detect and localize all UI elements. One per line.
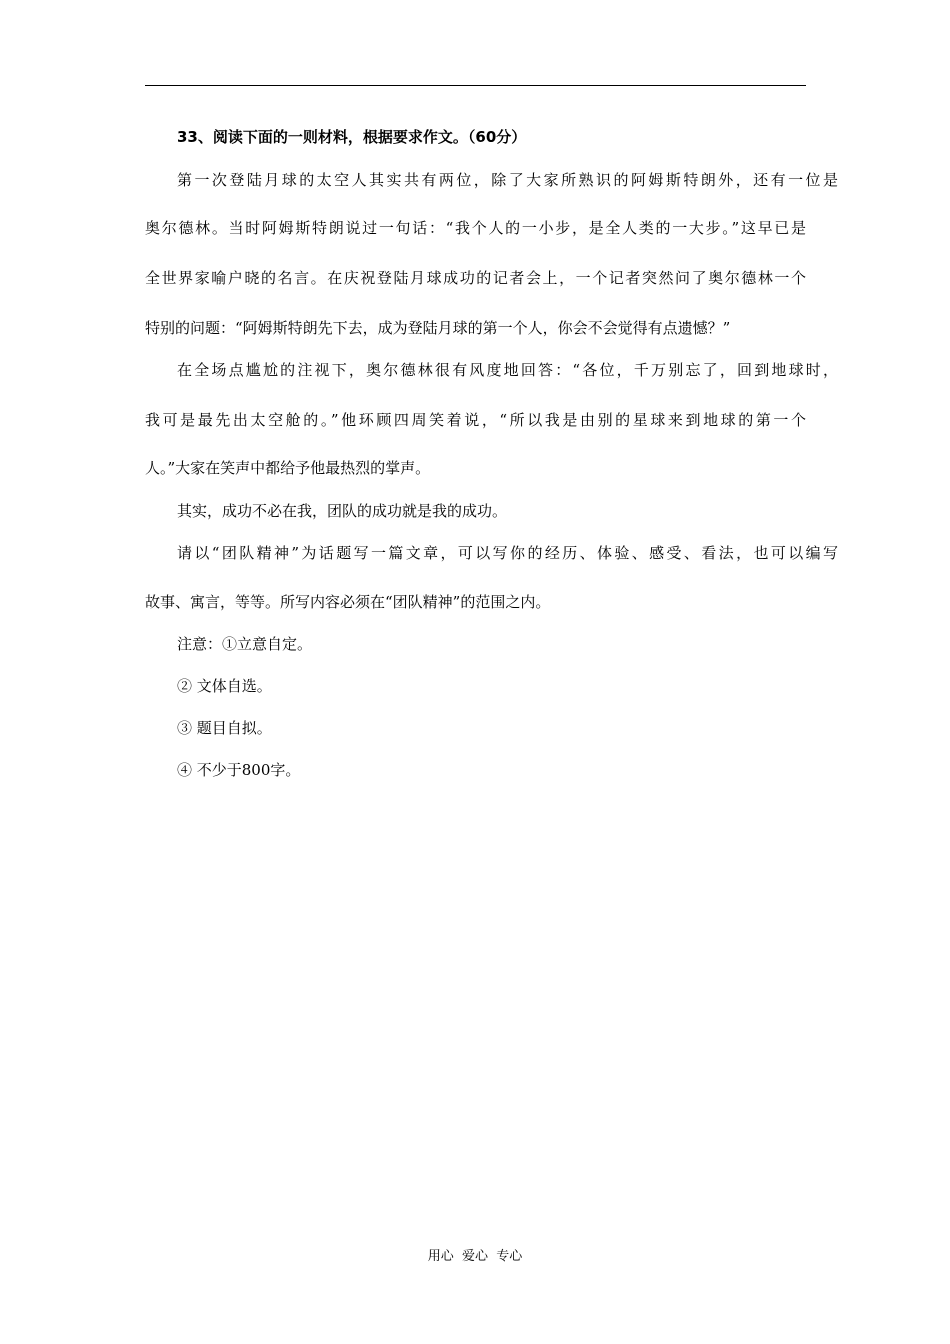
paragraph-line: 人。”大家在笑声中都给予他最热烈的掌声。	[145, 459, 431, 477]
note-item: 注意：①立意自定。	[177, 635, 313, 653]
paragraph-line: 第一次登陆月球的太空人其实共有两位，除了大家所熟识的阿姆斯特朗外，还有一位是	[177, 171, 838, 189]
note-item: ② 文体自选。	[177, 677, 272, 695]
note-item: ③ 题目自拟。	[177, 719, 272, 737]
header-rule	[145, 85, 806, 86]
paragraph-line: 其实，成功不必在我，团队的成功就是我的成功。	[177, 502, 508, 520]
paragraph-line: 我可是最先出太空舱的。”他环顾四周笑着说，“所以我是由别的星球来到地球的第一个	[145, 411, 806, 429]
question-title: 33、阅读下面的一则材料，根据要求作文。（60分）	[177, 128, 527, 146]
paragraph-line: 故事、寓言，等等。所写内容必须在“团队精神”的范围之内。	[145, 593, 551, 611]
paragraph-line: 全世界家喻户晓的名言。在庆祝登陆月球成功的记者会上，一个记者突然问了奥尔德林一个	[145, 269, 806, 287]
note-item: ④ 不少于800字。	[177, 761, 301, 779]
page-footer: 用心 爱心 专心	[427, 1249, 523, 1264]
paragraph-line: 请以“团队精神”为话题写一篇文章，可以写你的经历、体验、感受、看法，也可以编写	[177, 544, 838, 562]
paragraph-line: 奥尔德林。当时阿姆斯特朗说过一句话：“我个人的一小步，是全人类的一大步。”这早已是	[145, 219, 806, 237]
paragraph-line: 特别的问题：“阿姆斯特朗先下去，成为登陆月球的第一个人，你会不会觉得有点遗憾？”	[145, 319, 731, 337]
paragraph-line: 在全场点尴尬的注视下，奥尔德林很有风度地回答：“各位，千万别忘了，回到地球时，	[177, 361, 838, 379]
